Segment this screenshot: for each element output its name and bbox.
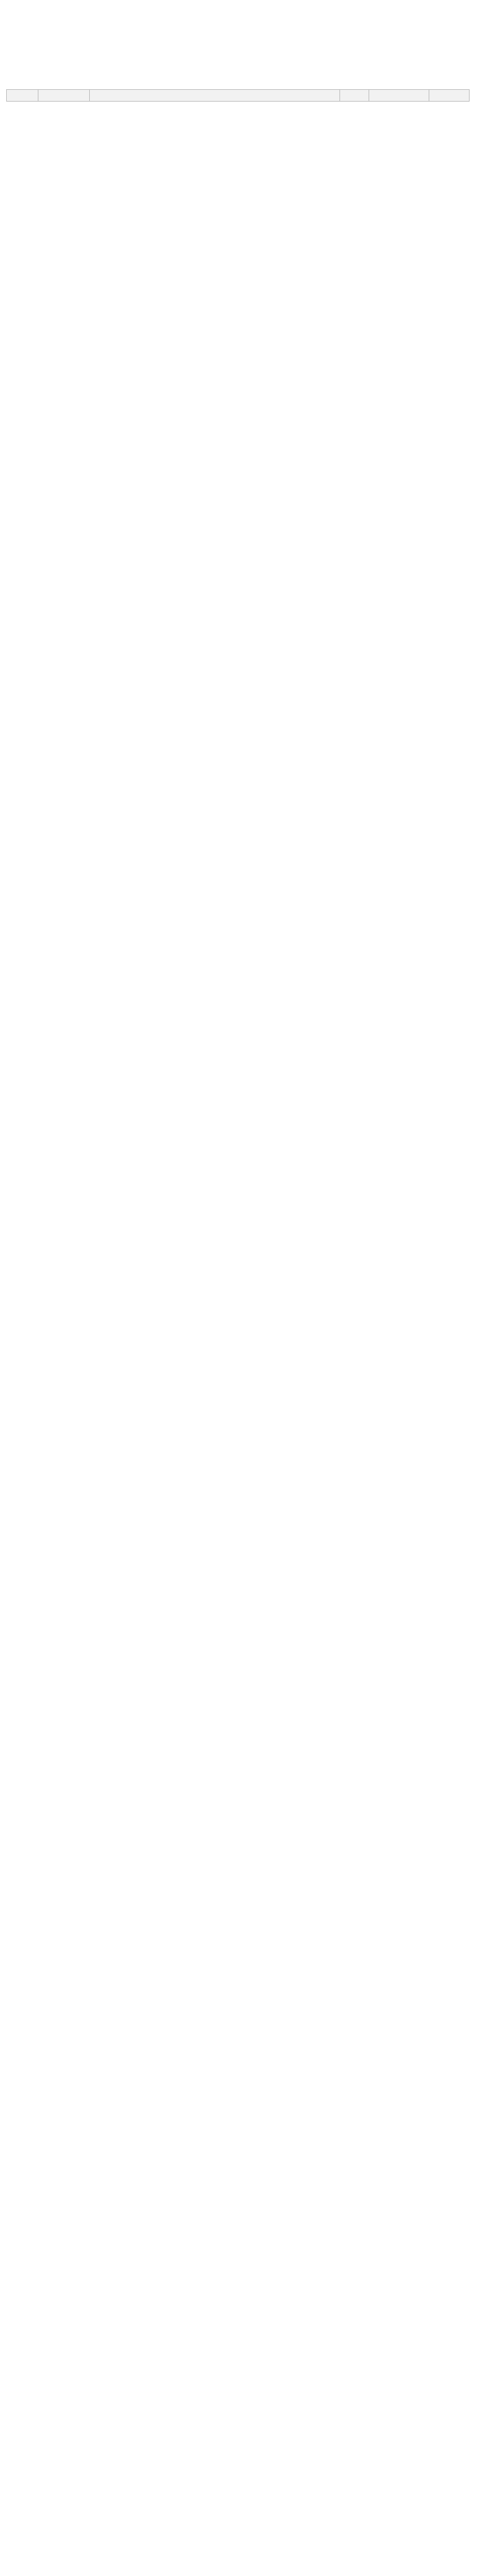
- header-headcount: [369, 90, 429, 102]
- header-location: [429, 90, 470, 102]
- notice-sections: [6, 2292, 470, 2344]
- header-division: [7, 90, 38, 102]
- positions-table: [6, 89, 470, 102]
- header-requirements: [89, 90, 339, 102]
- header-experience: [339, 90, 369, 102]
- header-job: [38, 90, 90, 102]
- table-header-row: [7, 90, 470, 102]
